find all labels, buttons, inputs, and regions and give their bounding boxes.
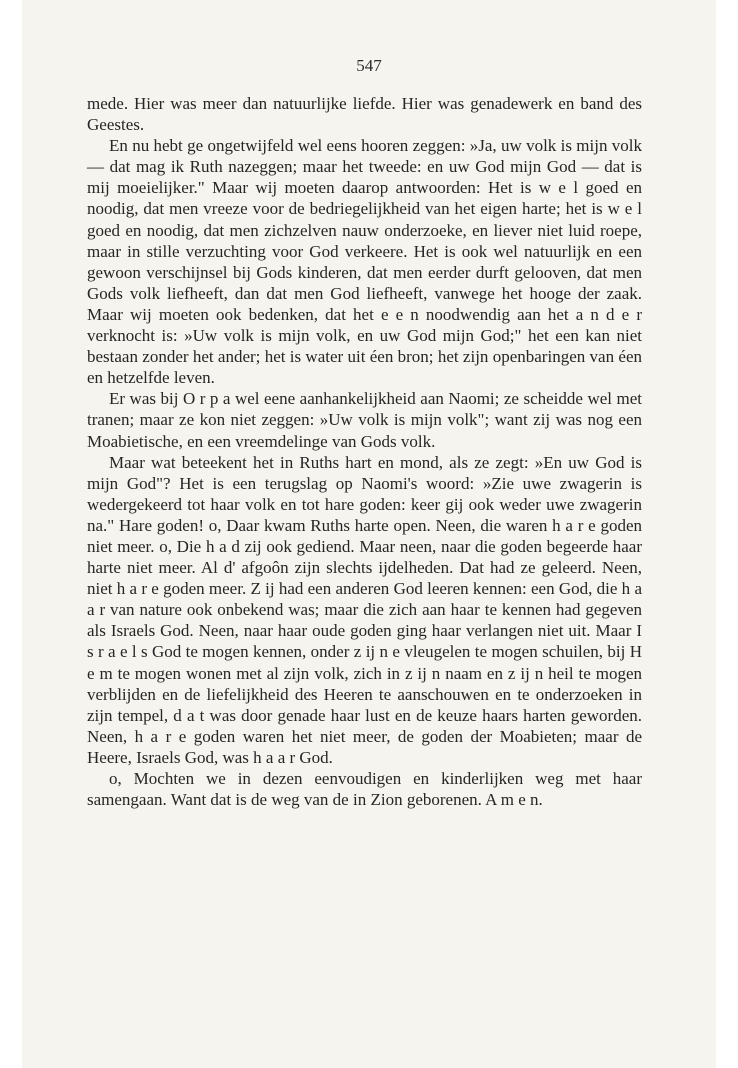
paragraph: Er was bij O r p a wel eene aanhankelijkheid aan Naomi; ze scheidde wel met tranen; maar ze kon niet zeggen: »Uw volk is mijn volk"; want zij was nog een Moabietische, en een vreemdelinge van Gods volk.	[87, 389, 642, 451]
paragraph-continuation: mede. Hier was meer dan natuurlijke liefde. Hier was genadewerk en band des Geestes.	[87, 94, 642, 135]
page-margin-right	[716, 0, 738, 1068]
paragraph: Maar wat beteekent het in Ruths hart en mond, als ze zegt: »En uw God is mijn God"? Het is een terugslag op Naomi's woord: »Zie uwe zwagerin is wedergekeerd tot haar volk en tot hare goden: keer gij ook weder uwe zwagerin na." Hare goden! o, Daar kwam Ruths harte open. Neen, die waren h a r e goden niet meer. o, Die h a d zij ook gediend. Maar neen, naar die goden begeerde haar harte niet meer. Al d' afgoôn zijn slechts ijdelheden. Dat had ze geleerd. Neen, niet h a r e goden meer. Z ij had een anderen God leeren kennen: een God, die h a a r van nature ook onbekend was; maar die zich aan haar te kennen had gegeven als Israels God. Neen, naar haar oude goden ging haar verlangen niet uit. Maar I s r a e l s God te mogen kennen, onder z ij n e vleugelen te mogen schuilen, bij H e m te mogen wonen met al zijn volk, zich in z ij n naam en z ij n heil te mogen verblijden en de liefelijkheid des Heeren te aanschouwen en te onderzoeken in zijn tempel, d a t was door genade haar lust en de keuze haars harten geworden. Neen, h a r e goden waren het niet meer, de goden der Moabieten; maar de Heere, Israels God, was h a a r God.	[87, 452, 642, 767]
body-text	[87, 93, 642, 810]
paragraph: En nu hebt ge ongetwijfeld wel eens hooren zeggen: »Ja, uw volk is mijn volk — dat mag ik Ruth nazeggen; maar het tweede: en uw God mijn God — dat is mij moeielijker." Maar wij moeten daarop antwoorden: Het is w e l goed en noodig, dat men vreeze voor de bedriegelijkheid van het eigen harte; het is w e l goed en noodig, dat men zichzelven nauw onderzoeke, en liever niet luid roepe, maar in stille verzuchting voor God verkeere. Het is ook wel natuurlijk en een gewoon verschijnsel bij Gods kinderen, dat men eerder durft gelooven, dat men Gods volk liefheeft, dan dat men God liefheeft, vanwege het hooge der zaak. Maar wij moeten ook bedenken, dat het e e n noodwendig aan het a n d e r verknocht is: »Uw volk is mijn volk, en uw God mijn God;" het een kan niet bestaan zonder het ander; het is water uit éen bron; het zijn openbaringen van éen en hetzelfde leven.	[87, 136, 642, 388]
page-margin-left	[0, 0, 22, 1068]
paragraph: o, Mochten we in dezen eenvoudigen en kinderlijken weg met haar samengaan. Want dat is de weg van de in Zion geborenen. A m e n.	[87, 769, 642, 810]
page-number: 547	[356, 56, 382, 75]
